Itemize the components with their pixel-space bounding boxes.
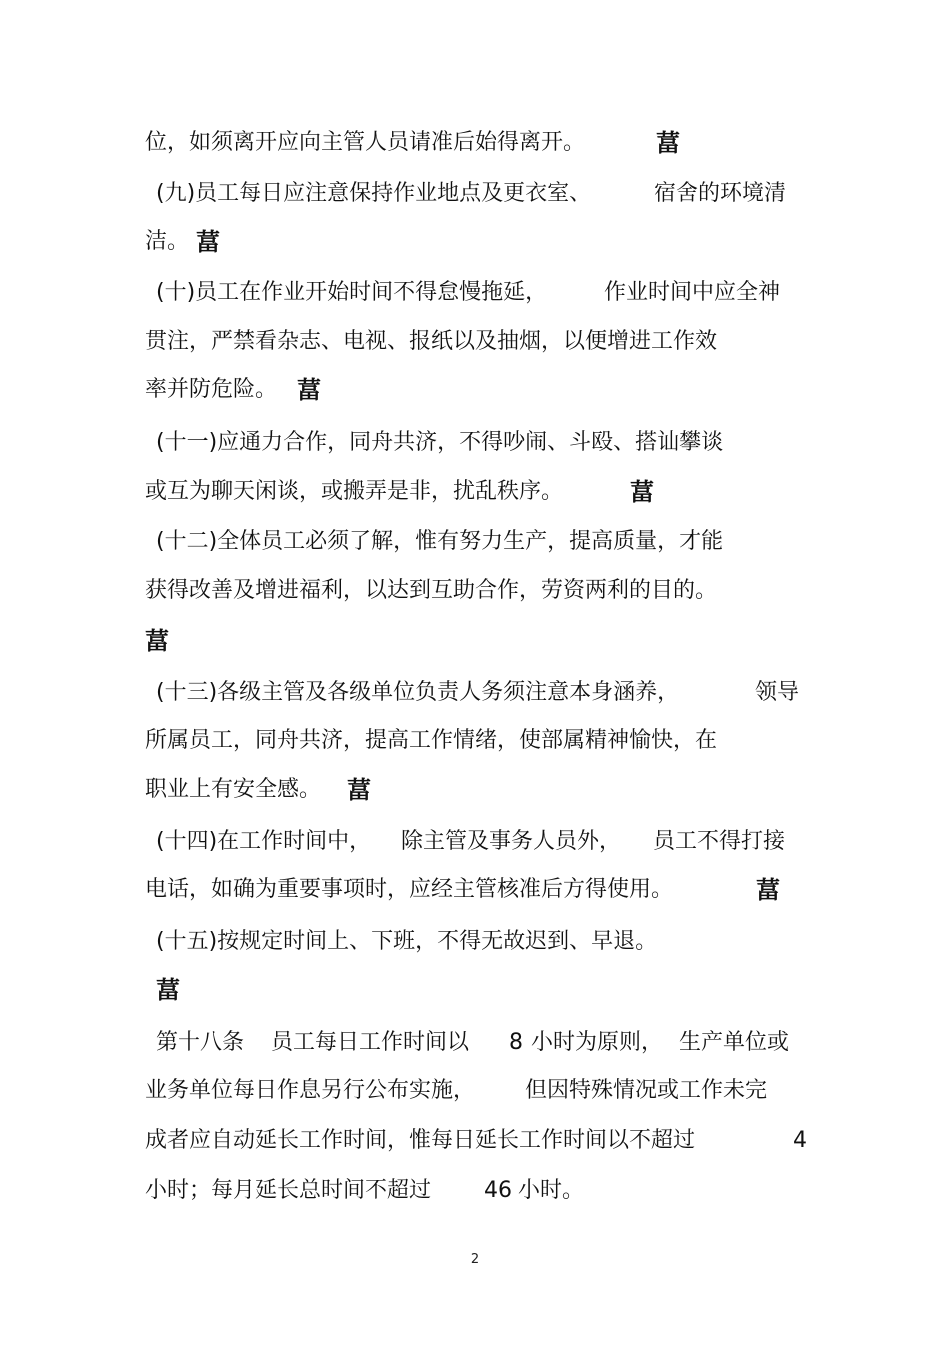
text-segment: 小时。 [518, 1178, 585, 1203]
text-segment: 电话，如确为重要事项时，应经主管核准后方得使用。 [145, 877, 674, 902]
text-segment: 员工每日工作时间以 [271, 1030, 470, 1055]
text-segment: 获得改善及增进福利，以达到互助合作，劳资两利的目的。 [145, 578, 718, 603]
text-segment: 小时为原则， [531, 1030, 664, 1055]
text-segment: (十五)按规定时间上、下班，不得无故迟到、早退。 [156, 929, 658, 954]
mark-glyph: 葍 [156, 976, 180, 1004]
text-segment: 8 [509, 1030, 523, 1055]
text-segment: 位，如须离开应向主管人员请准后始得离开。 [145, 130, 586, 155]
text-segment: 46 [484, 1178, 512, 1203]
text-segment: (十三)各级主管及各级单位负责人务须注意本身涵养， [156, 680, 680, 705]
mark-glyph: 葍 [630, 478, 654, 506]
text-segment: 或互为聊天闲谈，或搬弄是非，扰乱秩序。 [145, 479, 564, 504]
mark-glyph: 葍 [347, 776, 371, 804]
text-segment: 但因特殊情况或工作未完 [525, 1078, 768, 1103]
text-segment: 率并防危险。 [145, 377, 278, 402]
mark-glyph: 葍 [297, 376, 321, 404]
text-segment: 生产单位或 [679, 1030, 790, 1055]
mark-glyph: 葍 [145, 627, 169, 655]
text-segment: 作业时间中应全神 [604, 280, 781, 305]
text-segment: 业务单位每日作息另行公布实施， [145, 1078, 476, 1103]
text-segment: 贯注，严禁看杂志、电视、报纸以及抽烟，以便增进工作效 [145, 329, 718, 354]
mark-glyph: 葍 [756, 876, 780, 904]
text-segment: 洁。 [145, 229, 190, 254]
text-segment: 4 [793, 1128, 807, 1153]
text-segment: 宿舍的环境清 [654, 181, 787, 206]
text-segment: (九)员工每日应注意保持作业地点及更衣室、 [156, 181, 592, 206]
mark-glyph: 葍 [196, 228, 220, 256]
text-segment: 小时；每月延长总时间不超过 [145, 1178, 432, 1203]
text-segment: (十一)应通力合作，同舟共济，不得吵闹、斗殴、搭讪攀谈 [156, 430, 724, 455]
page-number: 2 [470, 1252, 480, 1267]
text-segment: 所属员工，同舟共济，提高工作情绪，使部属精神愉快，在 [145, 728, 718, 753]
text-segment: 第十八条 [156, 1030, 245, 1055]
mark-glyph: 葍 [656, 129, 680, 157]
text-segment: 除主管及事务人员外， [401, 829, 622, 854]
text-segment: (十四)在工作时间中， [156, 829, 372, 854]
text-segment: 成者应自动延长工作时间，惟每日延长工作时间以不超过 [145, 1128, 696, 1153]
text-segment: (十)员工在作业开始时间不得怠慢拖延， [156, 280, 548, 305]
text-segment: 职业上有安全感。 [145, 777, 322, 802]
text-segment: 领导 [755, 680, 800, 705]
text-segment: (十二)全体员工必须了解，惟有努力生产，提高质量，才能 [156, 529, 724, 554]
text-segment: 员工不得打接 [653, 829, 786, 854]
